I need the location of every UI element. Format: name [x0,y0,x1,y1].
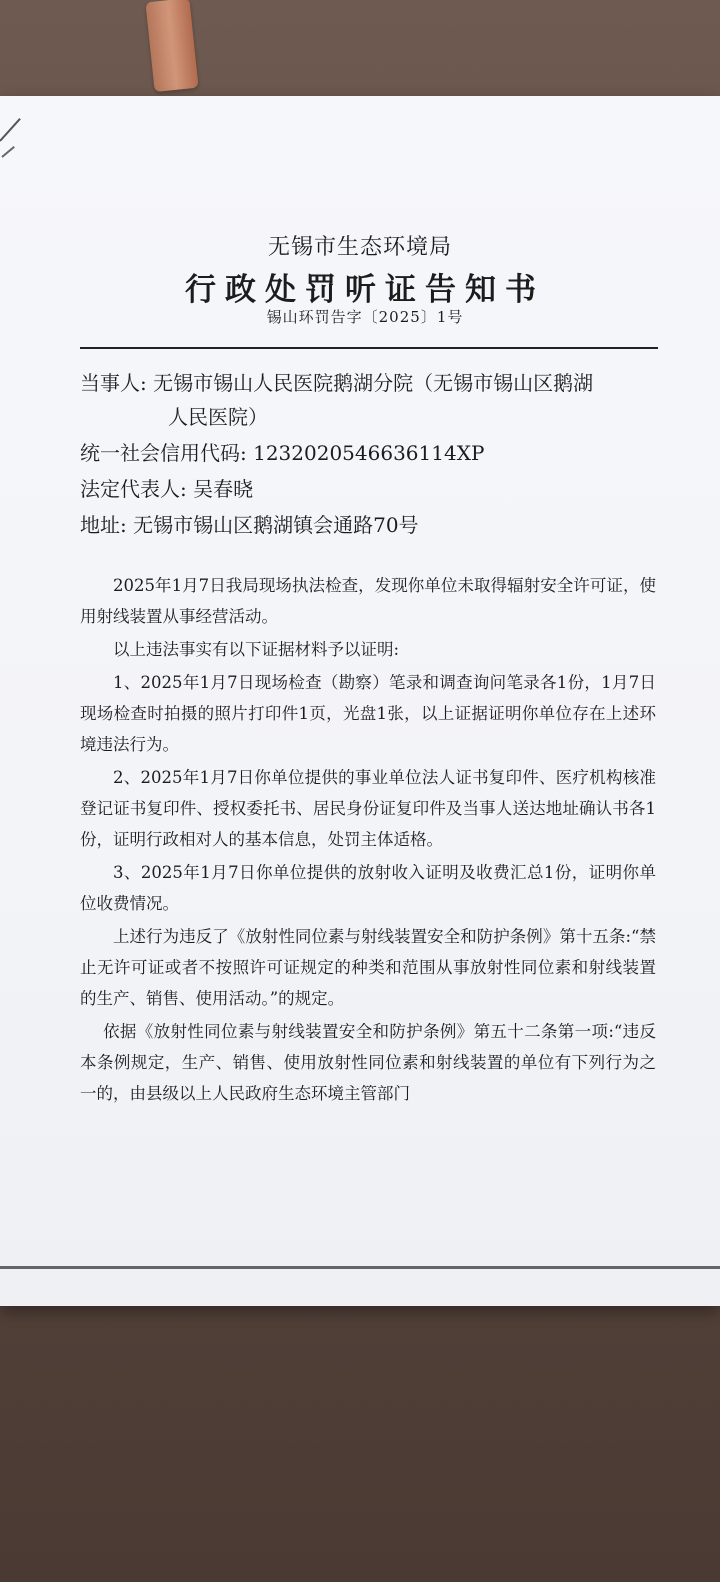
paragraph-evidence-intro: 以上违法事实有以下证据材料予以证明: [113,640,400,659]
agency-name: 无锡市生态环境局 [267,235,452,260]
notice-body [80,570,656,1111]
party-name-row-2 [80,400,680,434]
paragraph-facts: 2025年1月7日我局现场执法检查，发现你单位未取得辐射安全许可证，使用射线装置从事经营活动。 [80,576,656,626]
document-number: 锡山环罚告字〔2025〕1号 [266,308,464,326]
paragraph-basis: 依据《放射性同位素与射线装置安全和防护条例》第五十二条第一项:“违反本条例规定，生产、销售、使用放射性同位素和射线装置的单位有下列行为之一的，由县级以上人民政府生态环境主管部门 [80,1022,656,1103]
address-label: 地址: [80,513,127,537]
header-rule [80,347,658,349]
paragraph-evidence-3: 3、2025年1月7日你单位提供的放射收入证明及收费汇总1份，证明你单位收费情况。 [80,863,656,913]
legal-rep-value: 吴春晓 [193,477,254,501]
party-name-label: 当事人: [80,371,147,395]
address-row [80,508,680,542]
paragraph-evidence-2: 2、2025年1月7日你单位提供的事业单位法人证书复印件、医疗机构核准登记证书复印件、授权委托书、居民身份证复印件及当事人送达地址确认书各1份，证明行政相对人的基本信息，处罚主体适格。 [80,768,656,849]
address-value: 无锡市锡山区鹅湖镇会通路70号 [133,513,419,537]
party-name-row [80,366,680,400]
party-name: 无锡市锡山人民医院鹅湖分院（无锡市锡山区鹅湖 [153,371,594,395]
tape-strip [145,0,198,92]
legal-rep-label: 法定代表人: [80,477,187,501]
credit-code-value: 12320205466361​14XP [253,441,485,465]
page-bottom-edge [0,1266,720,1269]
paragraph-evidence-1: 1、2025年1月7日现场检查（勘察）笔录和调查询问笔录各1份，1月7日现场检查时拍摄的照片打印件1页，光盘1张，以上证据证明你单位存在上述环境违法行为。 [80,673,656,754]
legal-rep-row [80,472,680,506]
party-name-cont: 人民医院） [168,405,268,429]
paragraph-violation: 上述行为违反了《放射性同位素与射线装置安全和防护条例》第十五条:“禁止无许可证或者不按照许可证规定的种类和范围从事放射性同位素和射线装置的生产、销售、使用活动。”的规定。 [80,927,656,1008]
credit-code-row [80,436,680,470]
document-title: 行政处罚听证告知书 [185,272,545,308]
credit-code-label: 统一社会信用代码: [80,441,247,465]
